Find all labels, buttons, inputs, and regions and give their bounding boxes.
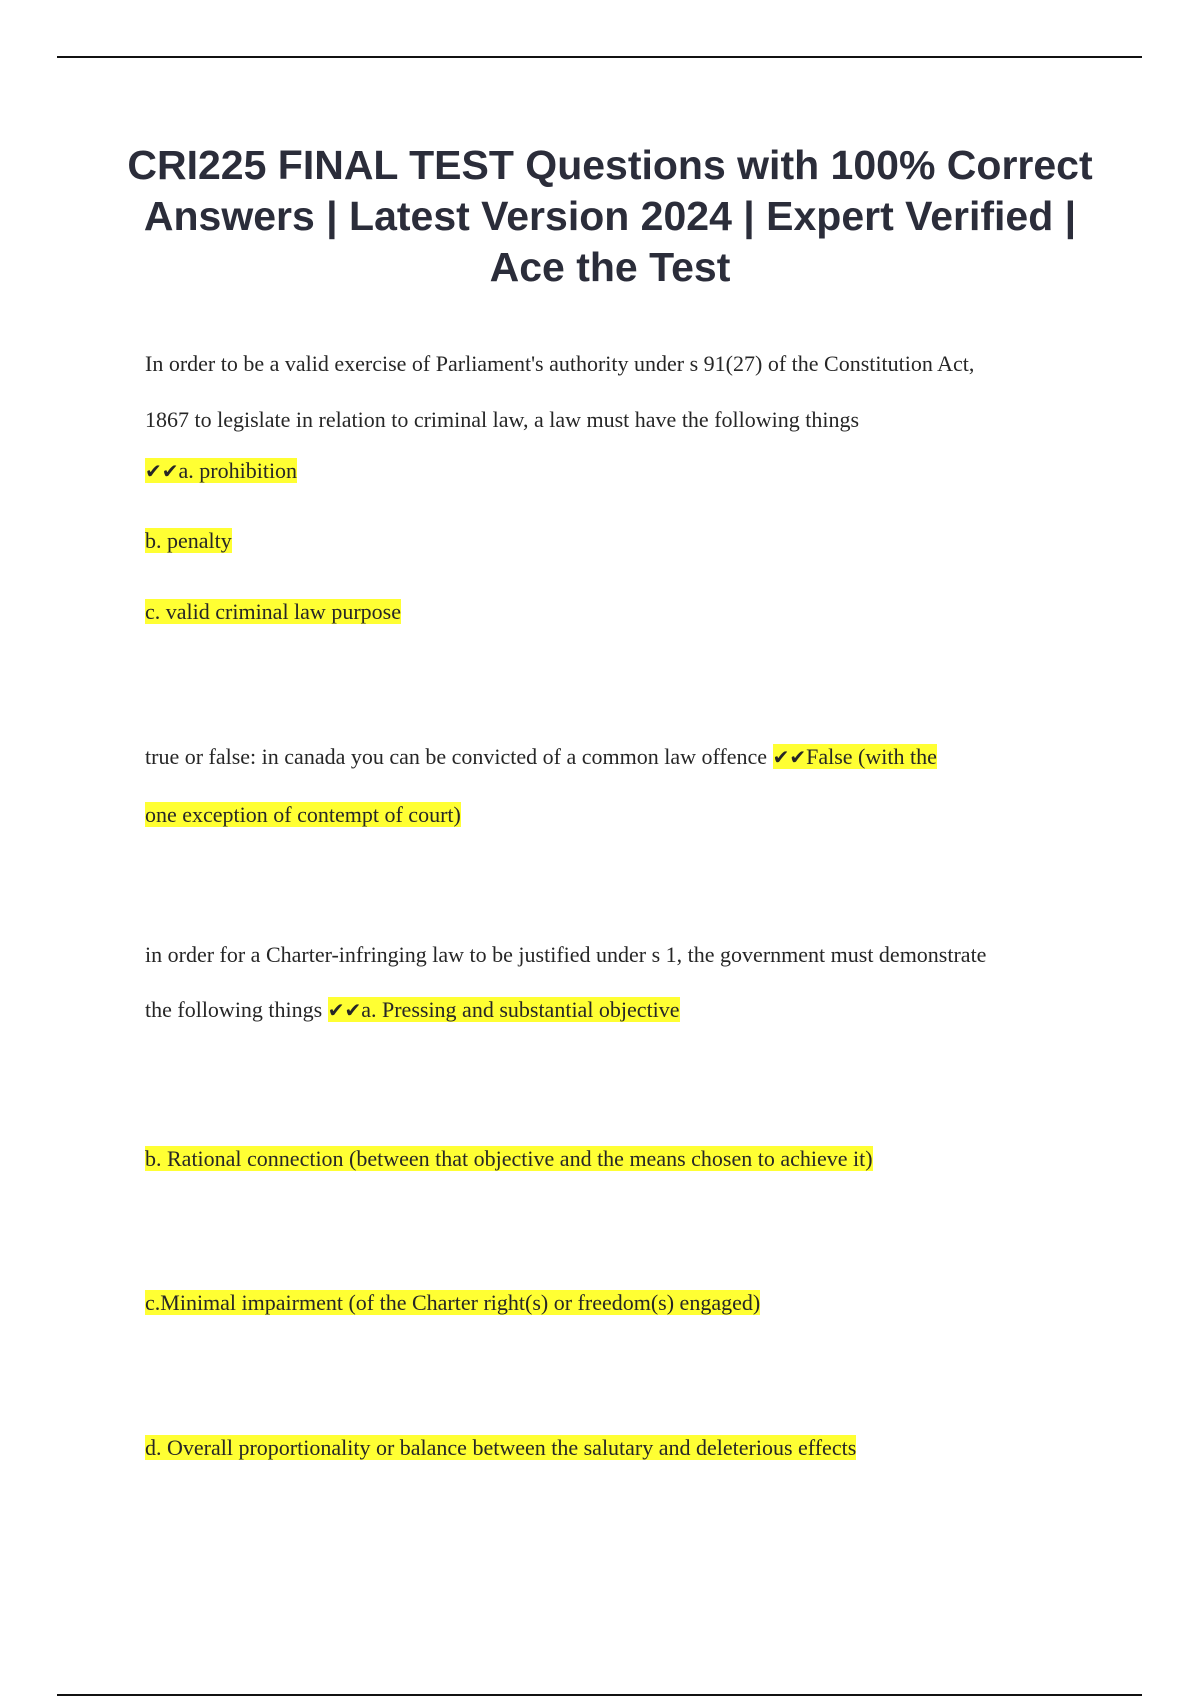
question-3-answer-d — [145, 1433, 856, 1463]
answer-b-text: b. penalty — [145, 528, 232, 553]
question-1-answer-c — [145, 597, 401, 627]
check-mark-icon: ✔✔ — [772, 745, 807, 769]
top-rule — [57, 56, 1142, 58]
question-2-line-1 — [145, 742, 937, 772]
answer-highlight — [145, 458, 297, 483]
question-3-answer-b — [145, 1144, 873, 1174]
question-3-prefix: the following things — [145, 997, 323, 1022]
answer-3-b: b. Rational connection (between that objective and the means chosen to achieve it) — [145, 1146, 873, 1171]
question-1-line-2: 1867 to legislate in relation to criminal law, a law must have the following things — [145, 407, 860, 432]
question-3-answer-c — [145, 1288, 760, 1318]
answer-c-text: c. valid criminal law purpose — [145, 599, 401, 624]
check-mark-icon: ✔✔ — [145, 459, 179, 483]
answer-3-a: a. Pressing and substantial objective — [361, 997, 680, 1022]
document-title: CRI225 FINAL TEST Questions with 100% Correct Answers | Latest Version 2024 | Expert Verified | Ace the Test — [127, 142, 1093, 290]
answer-2-part-1: False (with the — [806, 744, 937, 769]
question-2-text: true or false: in canada you can be convicted of a common law offence — [145, 744, 768, 769]
answer-3-c: c.Minimal impairment (of the Charter right(s) or freedom(s) engaged) — [145, 1290, 761, 1315]
answer-a-text: a. prohibition — [178, 458, 298, 483]
answer-highlight — [773, 744, 937, 769]
question-3-line-2 — [145, 995, 680, 1025]
question-1-answer-a — [145, 456, 297, 486]
answer-2-part-2: one exception of contempt of court) — [145, 802, 461, 827]
answer-3-d: d. Overall proportionality or balance between the salutary and deleterious effects — [145, 1435, 857, 1460]
check-mark-icon: ✔✔ — [327, 998, 362, 1022]
question-1-answer-b — [145, 526, 232, 556]
question-1-line-1: In order to be a valid exercise of Parliament's authority under s 91(27) of the Constitution Act, — [145, 351, 975, 376]
bottom-rule — [57, 1694, 1142, 1696]
answer-highlight — [328, 997, 680, 1022]
question-2-line-2 — [145, 800, 461, 830]
question-3-line-1: in order for a Charter-infringing law to be justified under s 1, the government must demonstrate — [145, 942, 987, 967]
